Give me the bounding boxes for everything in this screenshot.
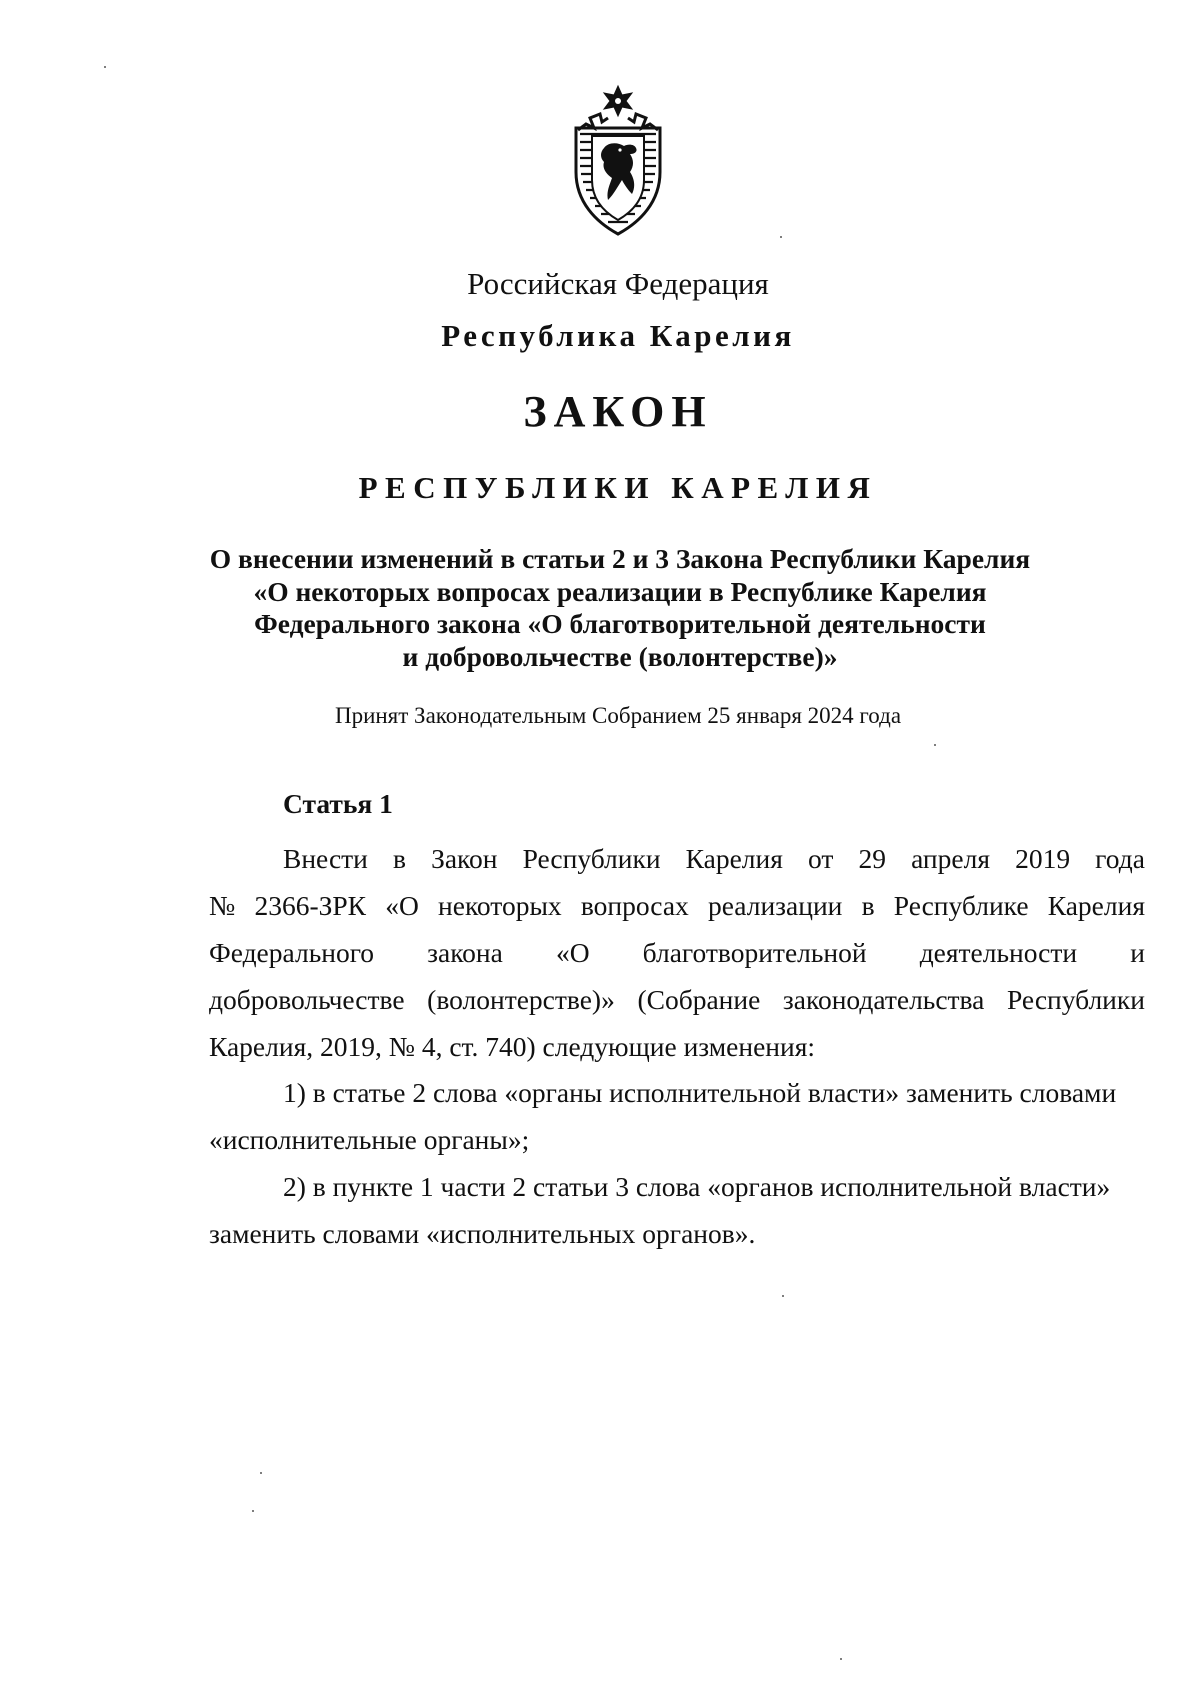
word: «О: [555, 937, 590, 968]
word: в: [392, 843, 406, 874]
word: 2366-ЗРК: [254, 890, 367, 921]
word: добровольчестве: [209, 984, 405, 1015]
word: «О: [385, 890, 419, 921]
word: от: [807, 843, 834, 874]
word: и: [1130, 937, 1145, 968]
heading-line: и добровольчестве (волонтерстве)»: [402, 640, 838, 672]
word: закона: [427, 937, 503, 968]
law-title: ЗАКОН: [523, 387, 713, 436]
adoption-note: Принят Законодательным Собранием 25 января 2024 года: [334, 703, 902, 728]
word: Федерального: [209, 937, 375, 968]
word: 2019: [1015, 843, 1071, 874]
word: Закон: [431, 843, 498, 874]
word: Карелия: [1047, 890, 1145, 921]
word: года: [1095, 843, 1145, 874]
paragraph-line: заменить словами «исполнительных органов».: [209, 1218, 756, 1249]
scan-speck: [780, 236, 782, 238]
word: 29: [858, 843, 886, 874]
word: благотворительной: [642, 937, 867, 968]
law-subtitle: РЕСПУБЛИКИ КАРЕЛИЯ: [358, 470, 878, 505]
article-paragraph-3: [209, 1163, 1145, 1257]
article-title: Статья 1: [283, 788, 393, 819]
paragraph-line: Карелия, 2019, № 4, ст. 740) следующие изменения:: [209, 1031, 816, 1062]
word: Республики: [522, 843, 661, 874]
paragraph-line: 2) в пункте 1 части 2 статьи 3 слова «органов исполнительной власти»: [283, 1171, 1111, 1202]
article-paragraph-1: [209, 835, 1145, 1070]
paragraph-line: [209, 882, 1145, 929]
scan-speck: [104, 66, 106, 68]
law-heading: [160, 543, 1080, 673]
word: Карелия: [685, 843, 783, 874]
word: некоторых: [438, 890, 562, 921]
scan-speck: [260, 1472, 262, 1474]
heading-line: «О некоторых вопросах реализации в Республике Карелия: [253, 575, 987, 607]
word: №: [209, 890, 236, 921]
scan-speck: [252, 1510, 254, 1512]
heading-line: О внесении изменений в статьи 2 и 3 Закона Республики Карелия: [209, 543, 1031, 574]
karelia-coat-of-arms-icon: [568, 84, 668, 236]
word: законодательства: [782, 984, 985, 1015]
paragraph-line: [209, 929, 1145, 976]
article-paragraph-2: [209, 1069, 1145, 1163]
word: деятельности: [919, 937, 1078, 968]
scan-speck: [840, 1658, 842, 1660]
word: реализации: [708, 890, 843, 921]
scan-speck: [934, 744, 936, 746]
heading-line: Федерального закона «О благотворительной деятельности: [254, 608, 986, 639]
paragraph-line: [209, 835, 1145, 882]
country-name: Российская Федерация: [467, 266, 769, 301]
word: (волонтерстве)»: [427, 984, 615, 1015]
word: Республики: [1007, 984, 1145, 1015]
scan-speck: [782, 1295, 784, 1297]
republic-name: Республика Карелия: [441, 318, 795, 353]
word: в: [861, 890, 875, 921]
paragraph-line: [209, 976, 1145, 1023]
word: Внести: [283, 843, 368, 874]
paragraph-line: 1) в статье 2 слова «органы исполнительной власти» заменить словами: [283, 1077, 1117, 1108]
word: вопросах: [580, 890, 689, 921]
word: Республике: [893, 890, 1029, 921]
paragraph-line: «исполнительные органы»;: [209, 1124, 530, 1155]
word: (Собрание: [637, 984, 761, 1015]
word: апреля: [911, 843, 990, 874]
